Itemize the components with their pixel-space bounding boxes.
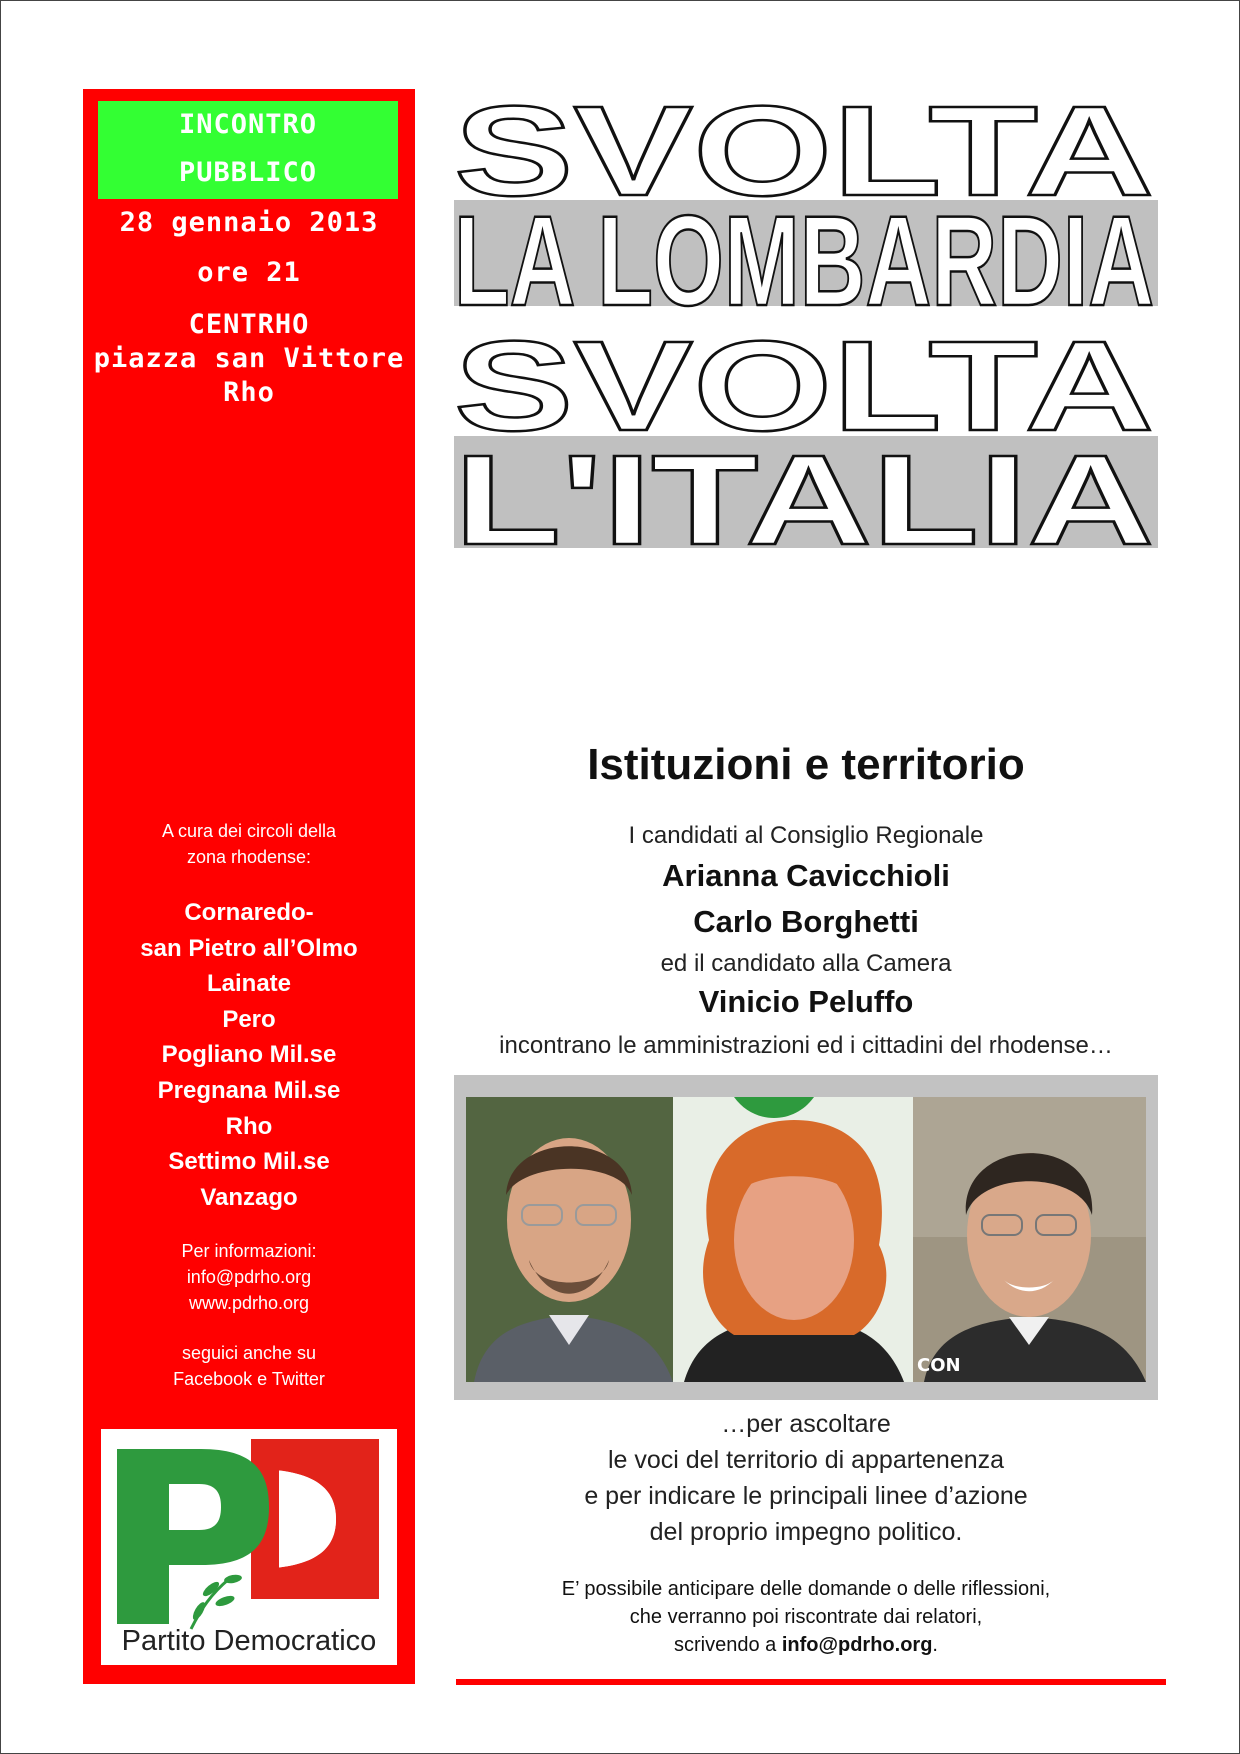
circle-item: Cornaredo- [184, 899, 314, 926]
badge-line-2: PUBBLICO [178, 157, 318, 188]
info-email-link[interactable]: info@pdrho.org [186, 1267, 312, 1287]
pd-logo-text: Partito Democratico [121, 1625, 377, 1657]
info-label: Per informazioni: [181, 1241, 317, 1261]
event-venue: CENTRHO [188, 309, 310, 340]
circle-item: Rho [225, 1112, 273, 1140]
circle-item: Pregnana Mil.se [157, 1076, 341, 1104]
event-city: Rho [223, 377, 275, 408]
note-line-3-suffix: . [932, 1634, 938, 1656]
headline [454, 88, 1158, 550]
chamber-intro: ed il candidato alla Camera [660, 950, 952, 977]
note-line-3-prefix: scrivendo a [674, 1634, 777, 1656]
follow-line-2: Facebook e Twitter [173, 1369, 325, 1389]
circle-item: san Pietro all’Olmo [140, 934, 358, 962]
circle-item: Lainate [206, 970, 292, 998]
note-line-3 [454, 1634, 1158, 1657]
candidate-name-2: Carlo Borghetti [693, 904, 919, 939]
candidate-name-3: Vinicio Peluffo [698, 984, 914, 1019]
organizers-line-2: zona rhodense: [186, 847, 312, 867]
event-badge [98, 101, 398, 199]
event-address: piazza san Vittore [93, 343, 405, 374]
pd-logo [101, 1429, 397, 1665]
headline-line-3: SVOLTA [454, 315, 1154, 458]
organizers-line-1: A cura dei circoli della [161, 821, 337, 841]
headline-line-4: L'ITALIA [454, 429, 1154, 550]
note-email-link[interactable]: info@pdrho.org [781, 1634, 933, 1656]
event-date: 28 gennaio 2013 [119, 207, 379, 238]
purpose-line-1: …per ascoltare [721, 1410, 891, 1438]
circles-list [83, 895, 415, 1215]
event-title: Istituzioni e territorio [587, 740, 1025, 789]
info-website-link[interactable]: www.pdrho.org [188, 1293, 310, 1313]
candidates-photo-strip [454, 1075, 1158, 1400]
purpose-line-2: le voci del territorio di appartenenza [607, 1446, 1005, 1474]
note-line-2: che verranno poi riscontrate dai relatori, [629, 1606, 983, 1628]
follow-line-1: seguici anche su [181, 1343, 317, 1363]
circle-item: Settimo Mil.se [168, 1148, 330, 1176]
candidate-photo-1 [466, 1097, 673, 1382]
circle-item: Vanzago [200, 1183, 298, 1211]
candidate-name-1: Arianna Cavicchioli [662, 858, 950, 893]
sidebar [83, 89, 415, 1684]
purpose-line-3: e per indicare le principali linee d’azione [584, 1482, 1028, 1510]
headline-line-1: SVOLTA [454, 88, 1154, 223]
circle-item: Pogliano Mil.se [161, 1041, 337, 1069]
circle-item: Pero [222, 1005, 276, 1033]
candidate-photo-3 [913, 1097, 1146, 1382]
photo-caption: CON [917, 1355, 961, 1376]
note-line-1: E’ possibile anticipare delle domande o delle riflessioni, [561, 1578, 1051, 1600]
headline-line-2: LA LOMBARDIA [454, 190, 1154, 333]
regional-intro: I candidati al Consiglio Regionale [628, 822, 984, 849]
candidate-photo-2 [673, 1097, 913, 1382]
event-time: ore 21 [197, 257, 301, 288]
bottom-rule [456, 1679, 1166, 1685]
purpose-line-4: del proprio impegno politico. [649, 1518, 963, 1546]
meeting-line: incontrano le amministrazioni ed i cittadini del rhodense… [499, 1032, 1113, 1059]
badge-line-1: INCONTRO [178, 109, 318, 140]
